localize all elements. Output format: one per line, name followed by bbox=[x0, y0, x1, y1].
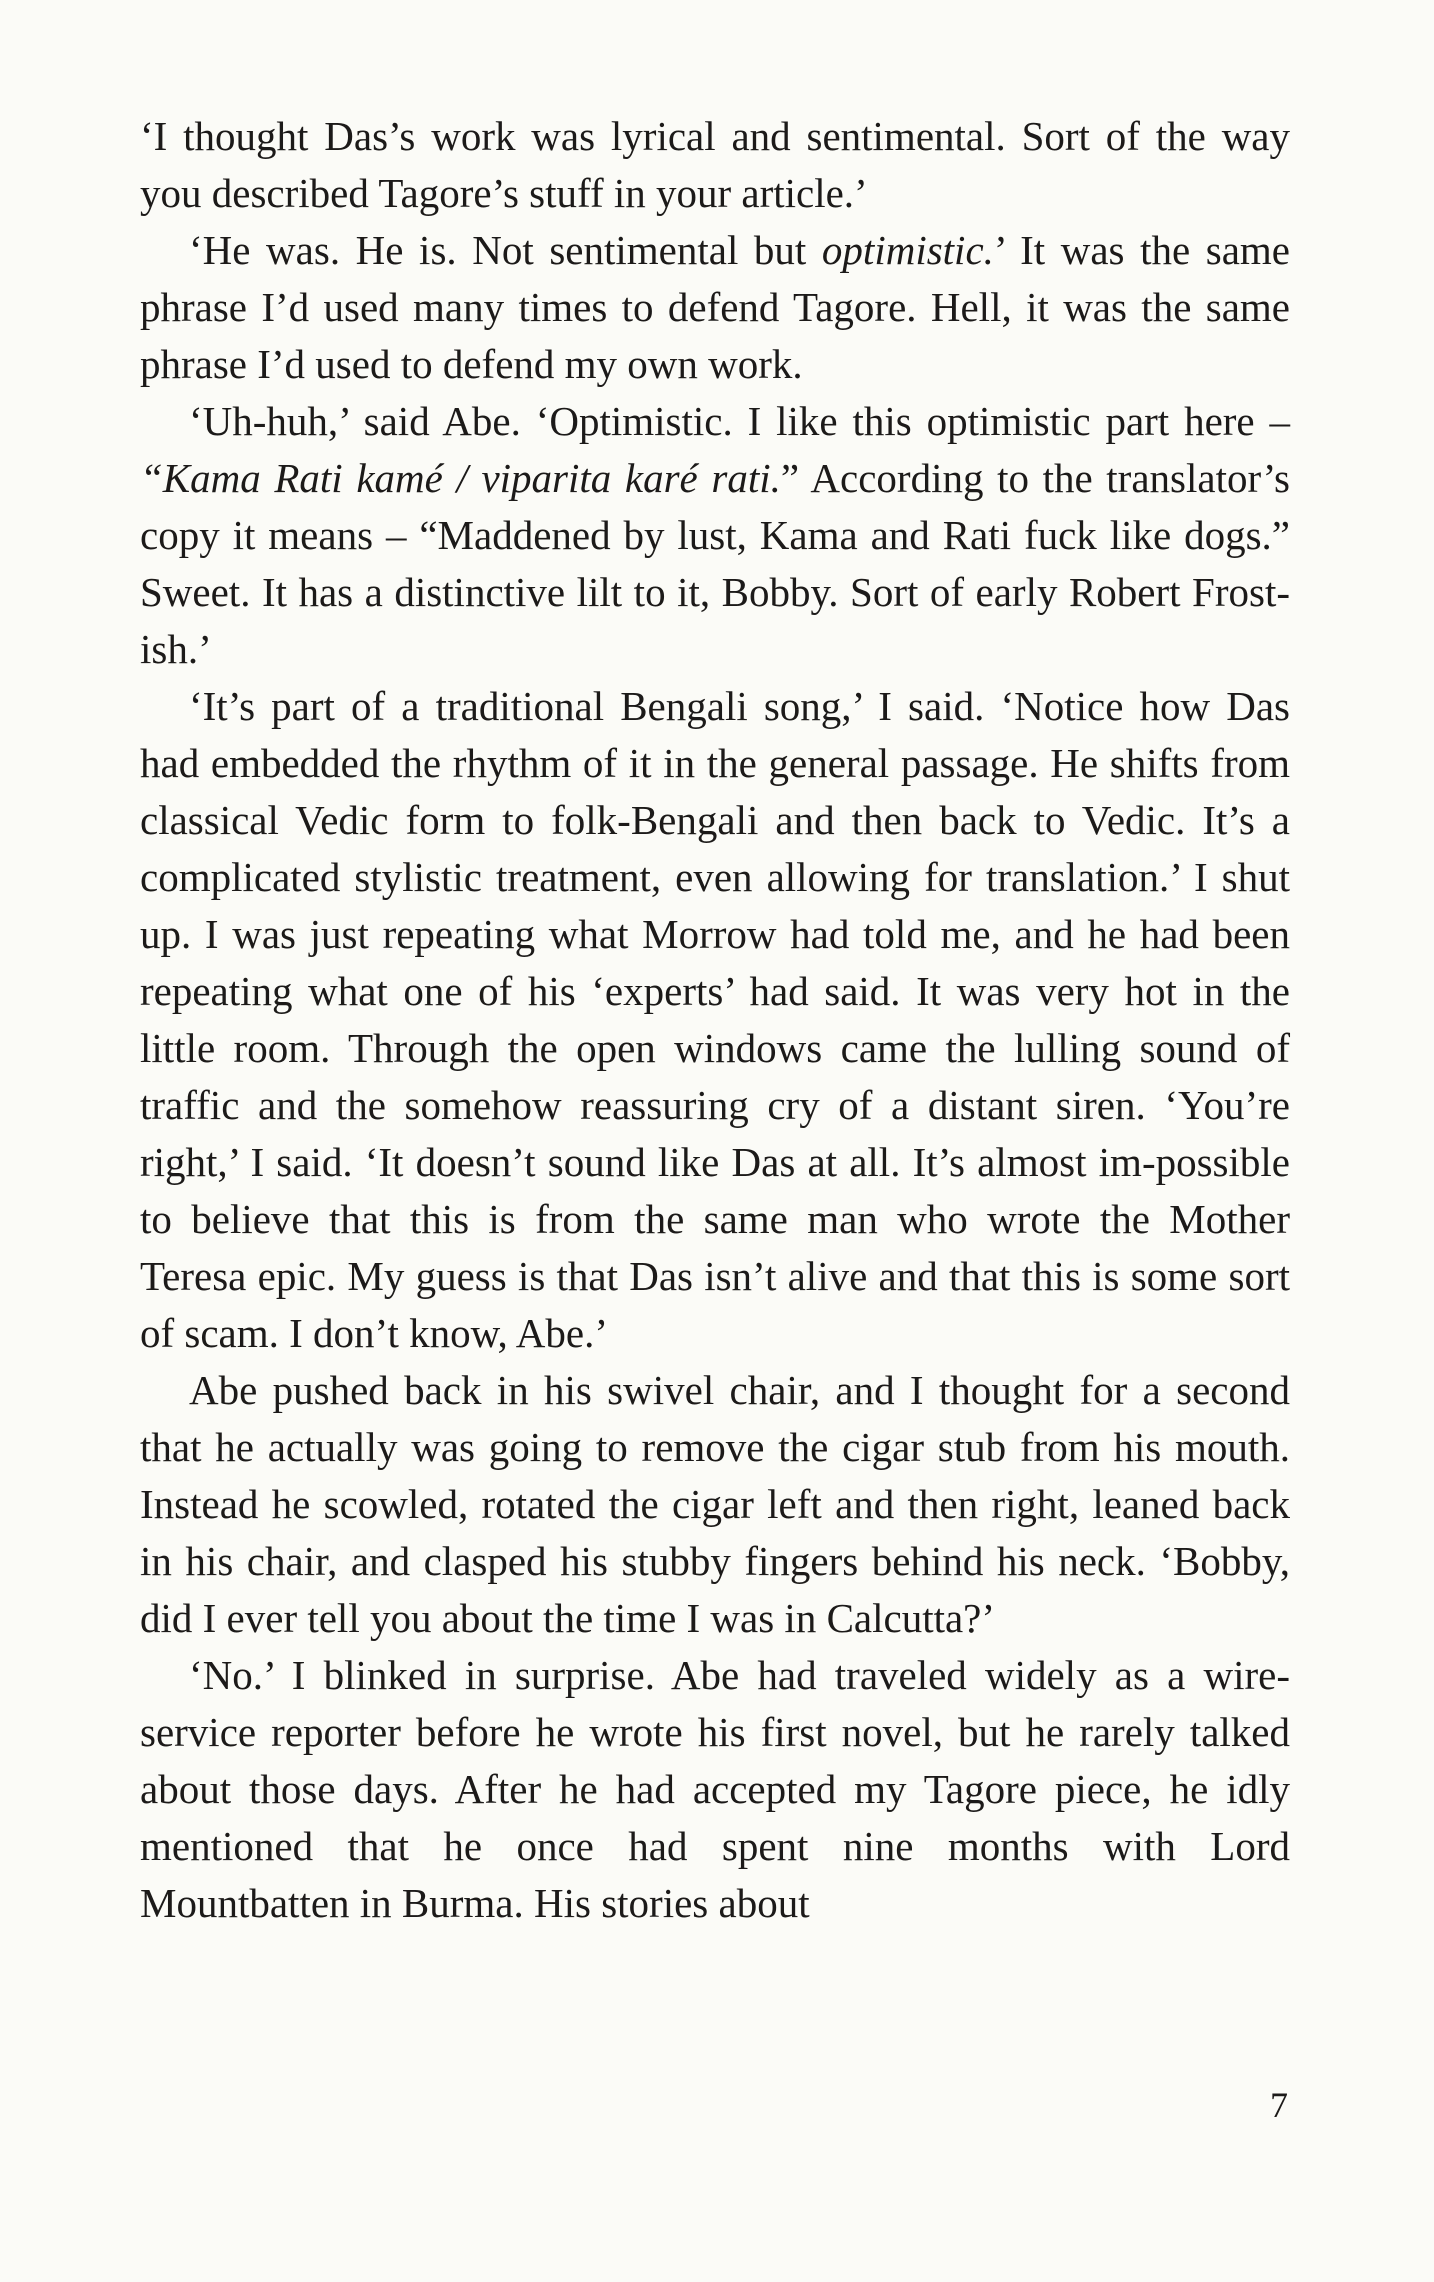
paragraph bbox=[140, 393, 1290, 678]
italic-emphasis: optimistic. bbox=[821, 227, 994, 273]
book-page-body bbox=[140, 108, 1290, 1932]
paragraph bbox=[140, 1362, 1290, 1647]
paragraph-text: ‘He was. He is. Not sentimental but bbox=[189, 227, 822, 273]
paragraph-text: Abe pushed back in his swivel chair, and I thought for a second that he actually was going to remove the cigar stub from his mouth. Instead he scowled, rotated the cigar left and then right, leaned back in his chair, and clasped his stubby fingers behind his neck. ‘Bobby, did I ever tell you about the time I was in Calcutta?’ bbox=[140, 1367, 1290, 1641]
paragraph bbox=[140, 222, 1290, 393]
paragraph-text: ’ It was the same phrase I’d used many times to defend Tagore. Hell, it was the same phrase I’d used to defend my own work. bbox=[140, 227, 1291, 387]
paragraph bbox=[140, 108, 1290, 222]
paragraph-text: ‘No.’ I blinked in surprise. Abe had traveled widely as a wire-service reporter before he wrote his first novel, but he rarely talked about those days. After he had accepted my Tagore piece, he idly mentioned that he once had spent nine months with Lord Mountbatten in Burma. His stories about bbox=[140, 1652, 1290, 1926]
paragraph bbox=[140, 678, 1290, 1362]
paragraph-text: ‘I thought Das’s work was lyrical and sentimental. Sort of the way you described Tagore’s stuff in your article.’ bbox=[140, 113, 1290, 216]
paragraph-text: ‘Uh-huh,’ said Abe. ‘Optimistic. I like this optimistic part here – bbox=[189, 398, 1290, 444]
page-number: 7 bbox=[1270, 2085, 1288, 2125]
paragraph-text: ‘It’s part of a traditional Bengali song,’ I said. ‘Notice how Das had embedded the rhythm of it in the general passage. He shifts from classical Vedic form to folk-Bengali and then back to Vedic. It’s a complicated stylistic treatment, even allowing for translation.’ I shut up. I was just repeating what Morrow had told me, and he had been repeating what one of his ‘experts’ had said. It was very hot in the little room. Through the open windows came the lulling sound of traffic and the somehow reassuring cry of a distant siren. ‘You’re right,’ I said. ‘It doesn’t sound like Das at all. It’s almost im-possible to believe that this is from the same man who wrote the Mother Teresa epic. My guess is that Das isn’t alive and that this is some sort of scam. I don’t know, Abe.’ bbox=[140, 683, 1290, 1356]
paragraph-text: ” According to the translator’s copy it means – “Maddened by lust, Kama and Rati fuck like dogs.” Sweet. It has a distinctive lilt to it, Bobby. Sort of early Robert Frost-ish.’ bbox=[140, 455, 1290, 672]
paragraph bbox=[140, 1647, 1290, 1932]
italic-quotation: “Kama Rati kamé / viparita karé rati. bbox=[140, 455, 781, 501]
